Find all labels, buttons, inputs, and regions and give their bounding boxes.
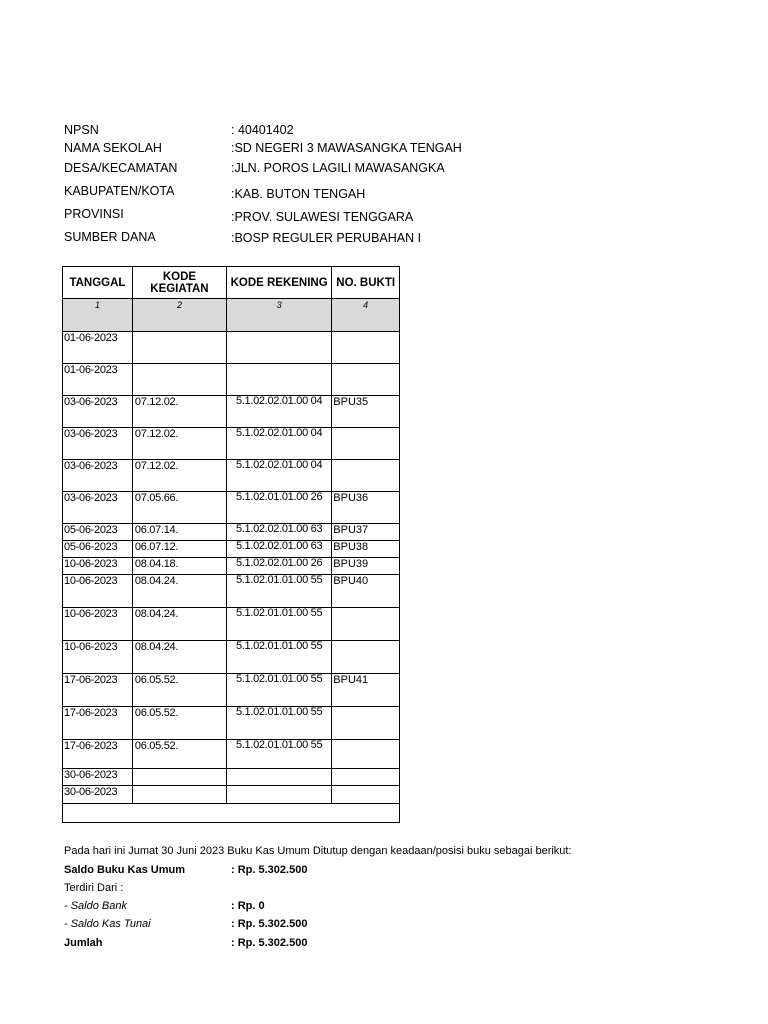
cell-tanggal: 10-06-2023: [63, 558, 133, 575]
cell-no-bukti: BPU41: [332, 674, 400, 707]
cell-tanggal: 30-06-2023: [63, 769, 133, 786]
saldo-bank-value: : Rp. 0: [231, 900, 265, 912]
jumlah-row: [64, 937, 308, 949]
col-number-3: 3: [226, 299, 331, 332]
saldo-tunai-label: - Saldo Kas Tunai: [64, 918, 151, 930]
cell-kode-rekening: 5.1.02.01.01.00 55: [226, 740, 331, 769]
cell-kode-kegiatan: 08.04.24.: [132, 575, 226, 608]
cell-kode-kegiatan: 06.07.14.: [132, 524, 226, 541]
cell-kode-kegiatan: [132, 364, 226, 396]
cell-kode-kegiatan: 07.12.02.: [132, 396, 226, 428]
table-row: [63, 558, 400, 575]
cell-kode-kegiatan: 07.12.02.: [132, 428, 226, 460]
cell-kode-rekening: 5.1.02.01.01.00 26: [226, 492, 331, 524]
table-footer-row: [63, 804, 400, 823]
table-row: [63, 541, 400, 558]
col-number-4: 4: [332, 299, 400, 332]
cell-no-bukti: [332, 641, 400, 674]
jumlah-value: : Rp. 5.302.500: [231, 937, 308, 949]
provinsi-label: PROVINSI: [64, 207, 124, 221]
cell-kode-rekening: 5.1.02.01.01.00 55: [226, 641, 331, 674]
cell-tanggal: 30-06-2023: [63, 786, 133, 804]
saldo-bank-label: - Saldo Bank: [64, 900, 127, 912]
nama-sekolah-label: NAMA SEKOLAH: [64, 141, 162, 155]
saldo-bku-label: Saldo Buku Kas Umum: [64, 864, 186, 876]
table-row: [63, 396, 400, 428]
cell-kode-kegiatan: 06.05.52.: [132, 707, 226, 740]
cell-no-bukti: [332, 707, 400, 740]
cell-kode-rekening: 5.1.02.02.01.00 26: [226, 558, 331, 575]
nama-sekolah-value: :SD NEGERI 3 MAWASANGKA TENGAH: [231, 141, 462, 155]
cell-no-bukti: [332, 460, 400, 492]
col-header-kode-rekening: KODE REKENING: [226, 267, 331, 299]
table-row: [63, 364, 400, 396]
table-right-edge: [399, 266, 400, 821]
cell-no-bukti: BPU36: [332, 492, 400, 524]
cell-kode-rekening: [226, 332, 331, 364]
cell-tanggal: 03-06-2023: [63, 396, 133, 428]
cell-kode-kegiatan: 08.04.18.: [132, 558, 226, 575]
cell-tanggal: 17-06-2023: [63, 707, 133, 740]
cell-no-bukti: [332, 428, 400, 460]
desa-kecamatan-label: DESA/KECAMATAN: [64, 161, 178, 175]
cell-kode-rekening: [226, 364, 331, 396]
cell-kode-rekening: 5.1.02.01.01.00 55: [226, 608, 331, 641]
cell-kode-rekening: 5.1.02.02.01.00 63: [226, 541, 331, 558]
cell-kode-rekening: 5.1.02.01.01.00 55: [226, 674, 331, 707]
table-row: [63, 460, 400, 492]
cell-kode-rekening: 5.1.02.02.01.00 04: [226, 460, 331, 492]
sumber-dana-label: SUMBER DANA: [64, 230, 156, 244]
cell-tanggal: 17-06-2023: [63, 740, 133, 769]
saldo-bank-row: [64, 900, 265, 912]
cell-kode-kegiatan: 06.07.12.: [132, 541, 226, 558]
cell-kode-rekening: 5.1.02.02.01.00 04: [226, 396, 331, 428]
cell-tanggal: 05-06-2023: [63, 524, 133, 541]
table-row: [63, 575, 400, 608]
col-number-1: 1: [63, 299, 133, 332]
kabupaten-kota-label: KABUPATEN/KOTA: [64, 184, 175, 198]
col-header-tanggal: TANGGAL: [63, 267, 133, 299]
table-row: [63, 786, 400, 804]
cell-kode-kegiatan: 08.04.24.: [132, 641, 226, 674]
cell-tanggal: 10-06-2023: [63, 575, 133, 608]
jumlah-label: Jumlah: [64, 937, 103, 949]
cell-no-bukti: BPU40: [332, 575, 400, 608]
table-footer-cell: [63, 804, 400, 823]
saldo-tunai-row: [64, 918, 308, 930]
cell-kode-kegiatan: [132, 769, 226, 786]
ledger-table: [62, 266, 400, 823]
table-header-row: [63, 267, 400, 299]
provinsi-value: :PROV. SULAWESI TENGGARA: [231, 210, 414, 224]
cell-no-bukti: [332, 740, 400, 769]
cell-tanggal: 03-06-2023: [63, 492, 133, 524]
cell-no-bukti: BPU37: [332, 524, 400, 541]
table-row: [63, 740, 400, 769]
cell-tanggal: 03-06-2023: [63, 428, 133, 460]
cell-kode-kegiatan: 08.04.24.: [132, 608, 226, 641]
cell-no-bukti: [332, 786, 400, 804]
cell-kode-kegiatan: 07.05.66.: [132, 492, 226, 524]
terdiri-dari-label: Terdiri Dari :: [64, 882, 124, 894]
col-number-2: 2: [132, 299, 226, 332]
cell-kode-rekening: 5.1.02.02.01.00 04: [226, 428, 331, 460]
cell-no-bukti: BPU35: [332, 396, 400, 428]
cell-tanggal: 03-06-2023: [63, 460, 133, 492]
cell-kode-rekening: 5.1.02.01.01.00 55: [226, 707, 331, 740]
table-row: [63, 674, 400, 707]
table-row: [63, 641, 400, 674]
cell-no-bukti: BPU38: [332, 541, 400, 558]
closing-statement: Pada hari ini Jumat 30 Juni 2023 Buku Kas Umum Ditutup dengan keadaan/posisi buku sebagai berikut:: [64, 845, 572, 857]
cell-no-bukti: [332, 364, 400, 396]
cell-kode-rekening: 5.1.02.02.01.00 63: [226, 524, 331, 541]
cell-tanggal: 01-06-2023: [63, 332, 133, 364]
table-row: [63, 332, 400, 364]
table-row: [63, 608, 400, 641]
cell-kode-kegiatan: [132, 332, 226, 364]
saldo-tunai-value: : Rp. 5.302.500: [231, 918, 308, 930]
kabupaten-kota-value: :KAB. BUTON TENGAH: [231, 187, 366, 201]
saldo-bku-value: : Rp. 5.302.500: [231, 864, 308, 876]
col-header-kode-kegiatan: KODE KEGIATAN: [132, 267, 226, 299]
cell-tanggal: 10-06-2023: [63, 608, 133, 641]
table-row: [63, 769, 400, 786]
cell-tanggal: 10-06-2023: [63, 641, 133, 674]
col-header-no-bukti: NO. BUKTI: [332, 267, 400, 299]
cell-kode-kegiatan: [132, 786, 226, 804]
cell-no-bukti: BPU39: [332, 558, 400, 575]
cell-tanggal: 05-06-2023: [63, 541, 133, 558]
table-row: [63, 524, 400, 541]
cell-no-bukti: [332, 332, 400, 364]
table-row: [63, 428, 400, 460]
npsn-value: : 40401402: [231, 123, 294, 137]
cell-kode-rekening: 5.1.02.01.01.00 55: [226, 575, 331, 608]
cell-kode-rekening: [226, 769, 331, 786]
table-row: [63, 492, 400, 524]
table-row: [63, 707, 400, 740]
column-number-row: [63, 299, 400, 332]
cell-no-bukti: [332, 608, 400, 641]
cell-kode-rekening: [226, 786, 331, 804]
sumber-dana-value: :BOSP REGULER PERUBAHAN I: [231, 231, 422, 245]
npsn-label: NPSN: [64, 123, 99, 137]
cell-tanggal: 01-06-2023: [63, 364, 133, 396]
desa-kecamatan-value: :JLN. POROS LAGILI MAWASANGKA: [231, 161, 445, 175]
cell-kode-kegiatan: 06.05.52.: [132, 740, 226, 769]
ledger-body: [63, 332, 400, 823]
cell-kode-kegiatan: 06.05.52.: [132, 674, 226, 707]
saldo-bku-row: [64, 864, 308, 876]
cell-tanggal: 17-06-2023: [63, 674, 133, 707]
cell-no-bukti: [332, 769, 400, 786]
cell-kode-kegiatan: 07.12.02.: [132, 460, 226, 492]
